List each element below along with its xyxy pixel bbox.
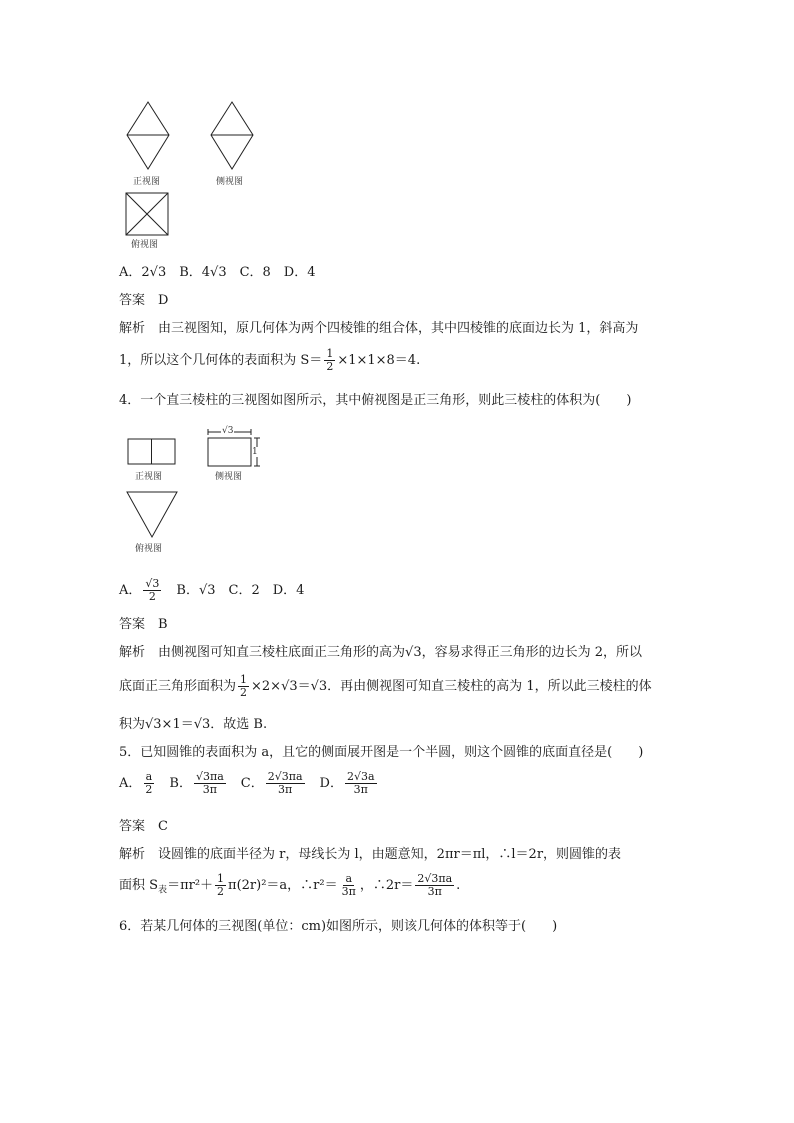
answer-value: C [158, 819, 168, 834]
fraction: $\frac{1}{2}$ [240, 673, 248, 699]
q4-side-width-label: √3 [222, 426, 234, 436]
analysis-text: 由侧视图可知直三棱柱底面正三角形的高为√3，容易求得正三角形的边长为 2，所以 [158, 645, 642, 660]
q4-answer [119, 616, 168, 634]
q5-analysis-line-2 [119, 872, 460, 905]
q4-top-view-figure [126, 491, 178, 539]
analysis-text: ＝πr²＋ [167, 878, 214, 893]
q4-stem: 4．一个直三棱柱的三视图如图所示，其中俯视图是正三角形，则此三棱柱的体积为( ) [119, 393, 632, 408]
q6-stem: 6．若某几何体的三视图(单位：cm)如图所示，则该几何体的体积等于( ) [119, 919, 558, 934]
option-b-fraction: $\frac{√3\pi a}{3\pi}$ [195, 770, 224, 796]
analysis-text: 1，所以这个几何体的表面积为 S＝ [119, 353, 323, 368]
option-d-label: D． [319, 776, 343, 791]
q4-analysis-line-3: 积为√3×1＝√3．故选 B. [119, 717, 268, 732]
q3-side-view-figure [209, 101, 255, 171]
analysis-text: . [456, 878, 461, 893]
q3-answer [119, 292, 168, 310]
q5-answer [119, 818, 168, 836]
q4-top-view-caption: 俯视图 [135, 544, 163, 554]
q5-analysis-line-1 [119, 846, 621, 864]
q3-front-view-caption: 正视图 [133, 177, 161, 187]
q5-stem: 5．已知圆锥的表面积为 a，且它的侧面展开图是一个半圆，则这个圆锥的底面直径是( ) [119, 745, 644, 760]
q4-side-height-label: 1 [252, 447, 258, 457]
q4-options [119, 578, 304, 603]
analysis-text: ×2×√3＝√3．再由侧视图可知直三棱柱的高为 1，所以此三棱柱的体 [251, 679, 652, 694]
analysis-text: 底面正三角形面积为 [119, 679, 237, 694]
analysis-label: 解析 [119, 321, 146, 336]
answer-label: 答案 [119, 819, 146, 834]
analysis-text: ，∴2r＝ [359, 878, 414, 893]
option-c-fraction: $\frac{2√3\pi a}{3\pi}$ [267, 770, 303, 796]
q3-analysis-line-1 [119, 320, 638, 338]
q4-side-view-caption: 侧视图 [215, 472, 243, 482]
answer-label: 答案 [119, 293, 146, 308]
fraction: $\frac{a}{3\pi}$ [341, 872, 356, 898]
q4-analysis-line-2 [119, 674, 652, 699]
options-rest: B．√3 C．2 D．4 [163, 583, 305, 598]
q3-side-view-caption: 侧视图 [216, 177, 244, 187]
option-a-fraction: $\frac{√3}{2}$ [145, 577, 160, 603]
answer-label: 答案 [119, 617, 146, 632]
subscript: 表 [158, 885, 168, 896]
q4-front-view-figure [127, 438, 177, 466]
option-a-label: A． [119, 583, 142, 598]
option-a-fraction: $\frac{a}{2}$ [145, 770, 153, 796]
analysis-text: 由三视图知，原几何体为两个四棱锥的组合体，其中四棱锥的底面边长为 1，斜高为 [158, 321, 639, 336]
option-c-label: C． [240, 776, 264, 791]
analysis-text: 设圆锥的底面半径为 r，母线长为 l，由题意知，2πr＝πl，∴l＝2r，则圆锥的表 [158, 847, 622, 862]
option-a-label: A． [119, 776, 142, 791]
fraction: $\frac{1}{2}$ [217, 872, 225, 898]
q3-front-view-figure [125, 101, 171, 171]
q4-front-view-caption: 正视图 [135, 472, 163, 482]
option-b-label: B． [169, 776, 192, 791]
option-d-fraction: $\frac{2√3a}{3\pi}$ [346, 770, 375, 796]
fraction: $\frac{2√3\pi a}{3\pi}$ [417, 872, 453, 898]
analysis-text: π(2r)²＝a，∴r²＝ [228, 878, 338, 893]
analysis-text: 面积 S [119, 878, 159, 893]
q3-top-view-figure [125, 192, 169, 236]
analysis-text: ×1×1×8＝4. [337, 353, 421, 368]
answer-value: B [158, 617, 168, 632]
q3-analysis-line-2 [119, 348, 420, 373]
q5-options [119, 770, 379, 798]
q3-top-view-caption: 俯视图 [131, 240, 159, 250]
fraction: $\frac{1}{2}$ [326, 347, 334, 373]
analysis-label: 解析 [119, 645, 146, 660]
analysis-label: 解析 [119, 847, 146, 862]
answer-value: D [158, 293, 169, 308]
q3-options: A．2√3 B．4√3 C．8 D．4 [119, 265, 316, 280]
q4-analysis-line-1 [119, 644, 642, 662]
